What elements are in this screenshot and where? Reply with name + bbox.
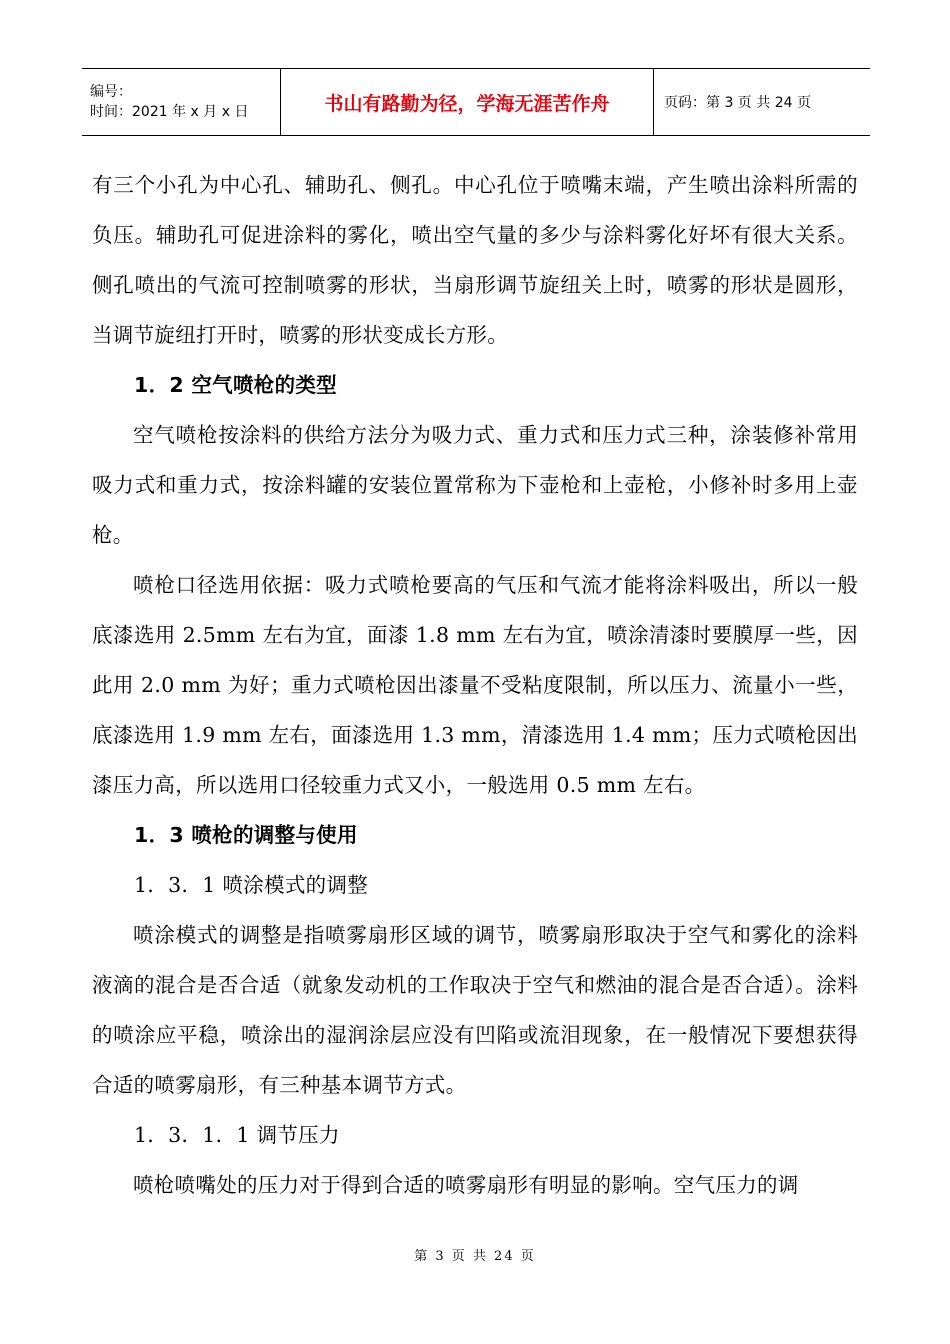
body-paragraph: 喷枪喷嘴处的压力对于得到合适的喷雾扇形有明显的影响。空气压力的调 — [133, 1173, 799, 1197]
page-footer: 第 3 页 共 24 页 — [414, 1249, 536, 1264]
header-page-info: 页码：第 3 页 共 24 页 — [664, 95, 811, 111]
subsection-heading: 1．3．1 喷涂模式的调整 — [134, 873, 369, 897]
document-body — [92, 160, 858, 1210]
body-paragraph: 空气喷枪按涂料的供给方法分为吸力式、重力式和压力式三种，涂装修补常用吸力式和重力式，按涂料罐的安装位置常称为下壶枪和上壶枪，小修补时多用上壶枪。 — [92, 423, 858, 547]
document-number-label: 编号： — [90, 84, 132, 100]
header-motto-cell — [280, 69, 654, 135]
section-heading: 1．3 喷枪的调整与使用 — [134, 823, 358, 847]
section-heading: 1．2 空气喷枪的类型 — [134, 373, 337, 397]
document-date: 时间：2021 年 x 月 x 日 — [90, 104, 249, 120]
subsection-heading: 1．3．1．1 调节压力 — [134, 1123, 340, 1147]
header-motto: 书山有路勤为径，学海无涯苦作舟 — [324, 92, 610, 115]
body-paragraph: 有三个小孔为中心孔、辅助孔、侧孔。中心孔位于喷嘴末端，产生喷出涂料所需的负压。辅助孔可促进涂料的雾化，喷出空气量的多少与涂料雾化好坏有很大关系。侧孔喷出的气流可控制喷雾的形状，当扇形调节旋纽关上时，喷雾的形状是圆形，当调节旋纽打开时，喷雾的形状变成长方形。 — [92, 173, 858, 347]
header-meta — [82, 69, 280, 135]
body-paragraph: 喷枪口径选用依据：吸力式喷枪要高的气压和气流才能将涂料吸出，所以一般底漆选用 2.5mm 左右为宜，面漆 1.8 mm 左右为宜，喷涂清漆时要膜厚一些，因此用 2.0 mm 为好；重力式喷枪因出漆量不受粘度限制，所以压力、流量小一些，底漆选用 1.9 mm 左右，面漆选用 1.3 mm，清漆选用 1.4 mm；压力式喷枪因出漆压力高，所以选用口径较重力式又小，一般选用 0.5 mm 左右。 — [92, 573, 858, 797]
page-header — [82, 68, 870, 136]
header-page-info-cell — [654, 69, 870, 135]
body-paragraph: 喷涂模式的调整是指喷雾扇形区域的调节，喷雾扇形取决于空气和雾化的涂料液滴的混合是否合适（就象发动机的工作取决于空气和燃油的混合是否合适）。涂料的喷涂应平稳，喷涂出的湿润涂层应没有凹陷或流泪现象，在一般情况下要想获得合适的喷雾扇形，有三种基本调节方式。 — [92, 923, 858, 1097]
